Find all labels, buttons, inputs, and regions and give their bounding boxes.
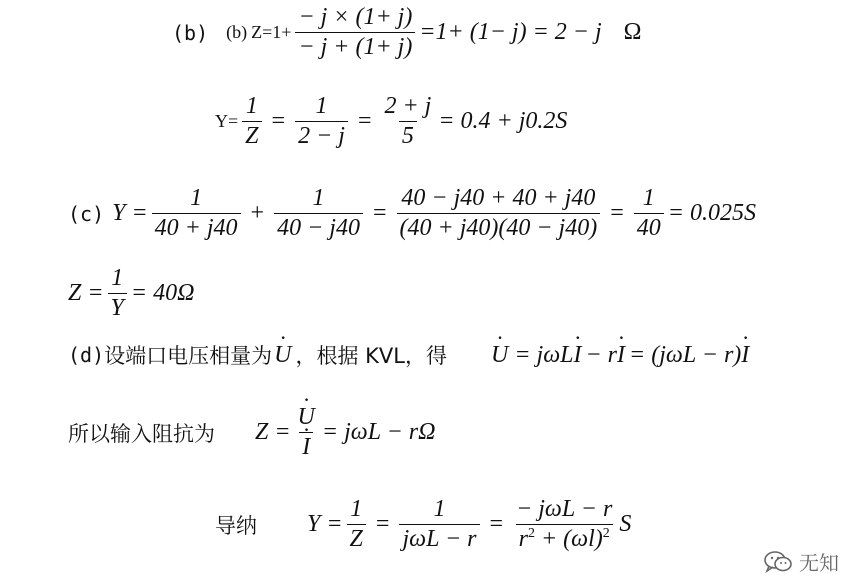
d-y-fraction-2 xyxy=(399,497,479,552)
c-y-lhs: Y = xyxy=(112,200,148,227)
y-f3-numerator: 2 + j xyxy=(384,93,432,119)
c-f2-denominator: 40 − j40 xyxy=(274,213,363,241)
z-denominator: − j + (1+ j) xyxy=(295,32,415,60)
y-fraction-2 xyxy=(295,94,348,149)
eq-factored: = (jωL − r) xyxy=(629,341,742,368)
part-label-c: (c) xyxy=(68,201,105,226)
eq-b-admittance: Y= $\frac{1}{Z}$ = $\frac{1}{2 - j}$ = $\frac{2 + j}{5}$ = 0.4 + j0.2S xyxy=(215,93,568,150)
d-z-result: = jωL − rΩ xyxy=(321,419,436,446)
d-z-lhs: Z = xyxy=(255,419,291,446)
den-wl: + (ωl) xyxy=(540,526,603,553)
eq-d-impedance xyxy=(68,405,436,460)
eq-c-admittance: (c) Y = $\frac{1}{40 + j40}$ + $\frac{1}{40 - j40}$ = $\frac{40 - j40 + 40 + j40}{(40 + j40)(40 - j40)}$ = $\frac{1}{40}$ = 0.025S xyxy=(68,185,756,242)
eq-c-impedance xyxy=(68,266,194,321)
d-z-numerator: · U xyxy=(298,405,315,430)
admittance-text: 导纳 xyxy=(215,513,257,538)
c-f1-denominator: 40 + j40 xyxy=(152,213,241,241)
eq-minus-r: − r xyxy=(585,341,618,368)
siemens-unit: S xyxy=(619,511,632,538)
c-z-fraction xyxy=(108,266,127,321)
d-intro-text: 设端口电压相量为 xyxy=(104,344,273,368)
d-y-f3-denominator xyxy=(516,524,613,552)
z-numerator: − j × (1+ j) xyxy=(298,4,413,30)
y-f1-denominator: Z xyxy=(242,121,261,149)
d-y-f1-numerator: 1 xyxy=(350,496,363,522)
c-f1-numerator: 1 xyxy=(190,185,203,211)
den-exp-2: 2 xyxy=(602,526,610,542)
eq-u-phasor: · U xyxy=(491,342,508,369)
d-y-fraction-3 xyxy=(513,497,615,552)
c-f3-denominator: (40 + j40)(40 − j40) xyxy=(397,213,601,241)
eq-jwl: = jωL xyxy=(514,341,574,368)
d-kvl-text: ，根据 KVL，得 xyxy=(295,344,447,368)
den-r: r xyxy=(518,526,528,553)
y-result: = 0.4 + j0.2S xyxy=(438,108,568,135)
y-f1-numerator: 1 xyxy=(245,93,258,119)
y-f2-numerator: 1 xyxy=(315,93,328,119)
c-f2-numerator: 1 xyxy=(312,185,325,211)
y-f3-denominator: 5 xyxy=(399,121,417,149)
eq-d-kvl xyxy=(68,340,749,370)
c-z-numerator: 1 xyxy=(111,265,124,291)
watermark-text: 无知 xyxy=(799,551,839,575)
u-phasor-symbol: · U xyxy=(274,342,291,369)
c-fraction-4 xyxy=(634,186,664,241)
d-y-f2-denominator: jωL − r xyxy=(399,524,479,552)
y-fraction-3 xyxy=(381,94,434,149)
c-y-result: = 0.025S xyxy=(667,200,756,227)
c-z-denominator: Y xyxy=(108,293,127,321)
y-fraction-1 xyxy=(242,94,261,149)
z-result: =1+ (1− j) = 2 − j xyxy=(419,19,602,46)
eq-i-phasor-3: · I xyxy=(741,342,749,369)
z-lhs: Z=1+ xyxy=(251,22,292,43)
d-y-f1-denominator: Z xyxy=(347,524,366,552)
c-z-result: = 40Ω xyxy=(130,280,195,307)
z-fraction xyxy=(295,5,415,60)
wechat-icon xyxy=(763,550,793,574)
d-y-f2-numerator: 1 xyxy=(433,496,446,522)
eq-i-phasor-2: · I xyxy=(617,342,625,369)
c-fraction-2 xyxy=(274,186,363,241)
impedance-text: 所以输入阻抗为 xyxy=(68,421,215,446)
d-z-fraction xyxy=(295,405,318,460)
eq-i-phasor-1: · I xyxy=(573,342,581,369)
den-exp-1: 2 xyxy=(527,526,535,542)
d-y-f3-numerator: − jωL − r xyxy=(516,496,613,522)
part-label-b-inline: (b) xyxy=(226,22,248,43)
d-y-fraction-1 xyxy=(347,497,366,552)
c-f4-numerator: 1 xyxy=(642,185,655,211)
watermark xyxy=(763,547,839,576)
part-label-d: (d) xyxy=(68,343,105,367)
c-z-lhs: Z = xyxy=(68,280,104,307)
eq-b-impedance xyxy=(172,5,641,60)
c-fraction-1 xyxy=(152,186,241,241)
y-lhs: Y= xyxy=(215,111,239,132)
d-y-lhs: Y = xyxy=(307,511,343,538)
c-fraction-3 xyxy=(397,186,601,241)
eq-d-admittance: 导纳 Y = $\frac{1}{Z}$ = $\frac{1}{\text{jωL − r}}$ = $\frac{\text{− jωL − r}}{r^2 + (\omega l)^2}$ S xyxy=(215,496,632,553)
part-label-b: (b) xyxy=(172,20,209,45)
c-f4-denominator: 40 xyxy=(634,213,664,241)
ohm-unit: Ω xyxy=(623,19,642,46)
c-f3-numerator: 40 − j40 + 40 + j40 xyxy=(401,185,596,211)
d-z-denominator: · I xyxy=(302,435,310,460)
y-f2-denominator: 2 − j xyxy=(295,121,348,149)
